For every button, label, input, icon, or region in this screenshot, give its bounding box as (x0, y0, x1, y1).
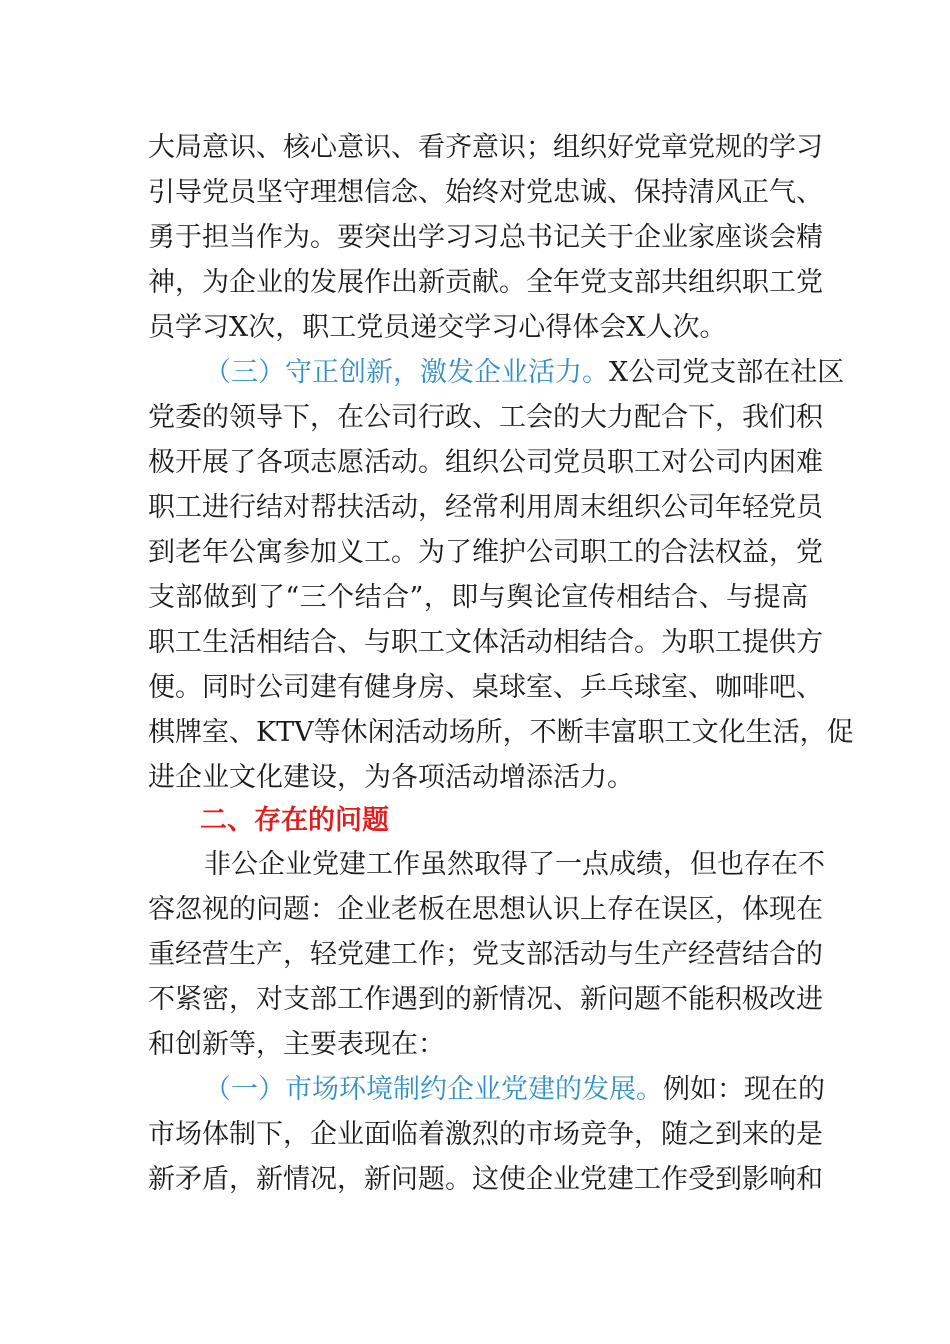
paragraph-line: 支部做到了“三个结合”，即与舆论宣传相结合、与提高 (148, 582, 808, 613)
paragraph-line: 容忽视的问题：企业老板在思想认识上存在误区，体现在 (148, 894, 823, 925)
paragraph-line: 进企业文化建设，为各项活动增添活力。 (148, 762, 634, 793)
subheading-1: （一）市场环境制约企业党建的发展。 (204, 1074, 663, 1105)
paragraph-line: 党委的领导下，在公司行政、工会的大力配合下，我们积 (148, 402, 823, 433)
paragraph-line: 不紧密，对支部工作遇到的新情况、新问题不能积极改进 (148, 984, 823, 1015)
paragraph-line: 大局意识、核心意识、看齐意识；组织好党章党规的学习 (148, 132, 823, 163)
paragraph-line-with-subheading (204, 1068, 825, 1112)
paragraph-line: 和创新等，主要表现在： (148, 1029, 445, 1060)
paragraph-line: 市场体制下，企业面临着激烈的市场竞争，随之到来的是 (148, 1119, 823, 1150)
paragraph-line: 非公企业党建工作虽然取得了一点成绩，但也存在不 (204, 849, 825, 880)
paragraph-line: 重经营生产，轻党建工作；党支部活动与生产经营结合的 (148, 939, 823, 970)
subheading-3: （三）守正创新，激发企业活力。 (204, 357, 609, 388)
paragraph-line: 极开展了各项志愿活动。组织公司党员职工对公司内困难 (148, 447, 823, 478)
paragraph-text: 例如：现在的 (663, 1074, 825, 1105)
paragraph-line: 新矛盾，新情况，新问题。这使企业党建工作受到影响和 (148, 1164, 823, 1195)
section-heading-problems: 二、存在的问题 (200, 805, 389, 836)
paragraph-line: 职工生活相结合、与职工文体活动相结合。为职工提供方 (148, 627, 823, 658)
paragraph-line: 棋牌室、KTV等休闲活动场所，不断丰富职工文化生活，促 (148, 717, 854, 748)
paragraph-line: 职工进行结对帮扶活动，经常利用周末组织公司年轻党员 (148, 492, 823, 523)
paragraph-line: 便。同时公司建有健身房、桌球室、乒乓球室、咖啡吧、 (148, 672, 823, 703)
paragraph-line: 到老年公寓参加义工。为了维护公司职工的合法权益，党 (148, 537, 823, 568)
paragraph-line-with-subheading (204, 351, 845, 395)
paragraph-line: 员学习X次，职工党员递交学习心得体会X人次。 (148, 312, 727, 343)
paragraph-line: 勇于担当作为。要突出学习习总书记关于企业家座谈会精 (148, 222, 823, 253)
paragraph-text: X公司党支部在社区 (609, 357, 845, 388)
paragraph-line: 引导党员坚守理想信念、始终对党忠诚、保持清风正气、 (148, 177, 823, 208)
paragraph-line: 神，为企业的发展作出新贡献。全年党支部共组织职工党 (148, 267, 823, 298)
